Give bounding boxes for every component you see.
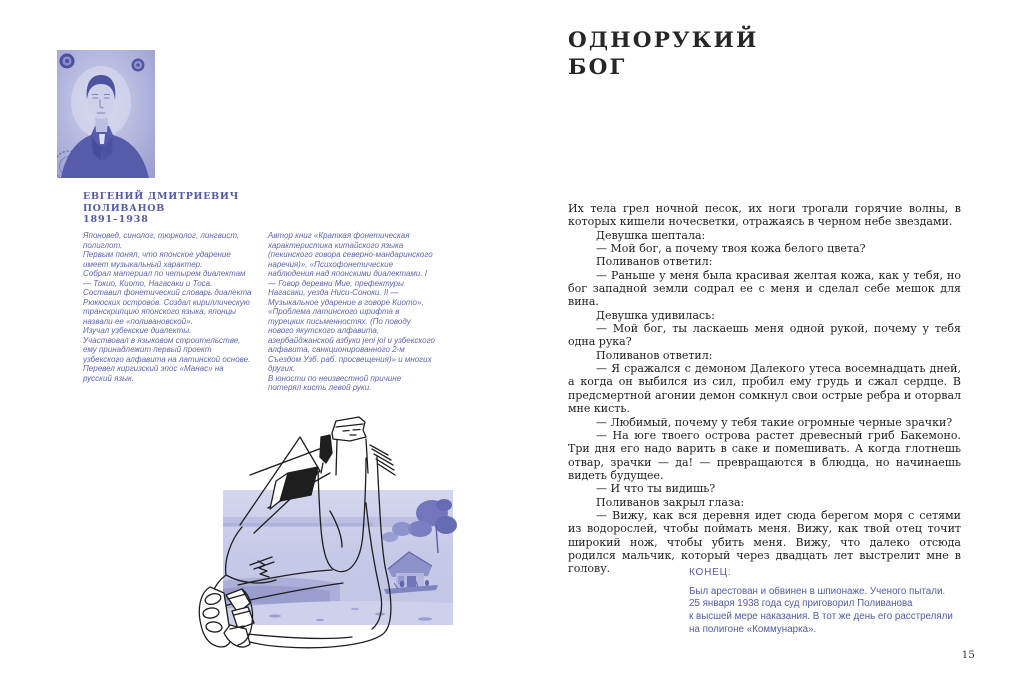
story-paragraph: Их тела грел ночной песок, их ноги трогали горячие волны, в которых кишели ночесветки, отражаясь в черном небе звездами. (568, 202, 961, 229)
ending-label: КОНЕЦ: (689, 567, 732, 578)
story-title-line2: БОГ (568, 55, 627, 80)
biography-column-2 (268, 231, 436, 393)
ending-line: на полигоне «Коммунарка». (689, 623, 817, 635)
story-paragraph: Поливанов закрыл глаза: (596, 495, 745, 509)
portrait-photo-graphic (57, 50, 155, 178)
ending-line: 25 января 1938 года суд приговорил Поливанова (689, 598, 913, 610)
biography-paragraph: Участвовал в языковом строительстве, ему принадлежит первый проект узбекского алфавита на латинской основе. (83, 335, 251, 364)
story-paragraph: Поливанов ответил: (596, 348, 713, 362)
story-paragraph: — Мой бог, а почему твоя кожа белого цвета? (596, 242, 866, 256)
biography-paragraph: Первым понял, что японское ударение имеет музыкальный характер. (83, 250, 231, 269)
story-paragraph: — Раньше у меня была красивая желтая кожа, как у тебя, но бог западной земли содрал ее с меня и сделал себе мешок для вина. (568, 268, 961, 309)
biography-paragraph: Составил фонетический словарь диалекта Рюкюских островов. Создал кириллическую транскрипцию японского языка, японцы назвали ее «поливановской». (83, 288, 252, 326)
photo-background (223, 490, 457, 625)
biography-paragraph: Собрал материал по четырем диалектам — Токио, Киото, Нагасаки и Тоса. (83, 269, 246, 288)
ending-line: к высшей мере наказания. В тот же день его расстреляли (689, 611, 953, 623)
story-paragraph: — Вижу, как вся деревня идет сюда берегом моря с сетями из водорослей, чтобы поймать меня. Вижу, как твой отец точит широкий нож, чтобы убить меня. Вижу, что далеко отсюда родился мальчик, который через двадцать лет выстрелит мне в голову. (568, 508, 961, 576)
portrait-photo (57, 50, 155, 178)
ending-note (689, 567, 974, 637)
biography-paragraph: Перевел киргизский эпос «Манас» на русский язык. (83, 364, 224, 383)
person-name-line1: ЕВГЕНИЙ ДМИТРИЕВИЧ (83, 191, 239, 202)
biography-paragraph: Автор книг «Краткая фонетическая характеристика китайского языка (пекинского говора северно-мандаринского наречия)», «Психофонетические наблюдения над японскими диалектами. I — Говор деревни Мие, префектуры Нагасаки, уезда Ниси-Соноки. II — Музыкальное ударение в говоре Киото», «Проблема латинского шрифта в турецких письменностях. (По поводу нового якутского алфавита, азербайджанской азбуки jeni jol и узбекского алфавита, санкционированного 2-м Съездом Узб. раб. просвещения)» и многих других. (268, 231, 435, 373)
story-paragraph: — Я сражался с демоном Далекого утеса восемнадцать дней, а когда он выбился из сил, пробил ему грудь и сжал сердце. В предсмертной агонии демон сомкнул свои острые ребра и оторвал мне кисть. (568, 362, 961, 416)
story-paragraph: — На юге твоего острова растет древесный гриб Бакемоно. Три дня его надо варить в саке и помешивать. А когда глотнешь отвар, зрачки — да! — превращаются в блюдца, но начинаешь видеть будущее. (568, 428, 961, 482)
illustration (180, 413, 510, 658)
story-paragraph: Девушка шептала: (596, 228, 706, 242)
person-name-heading (83, 191, 239, 226)
person-years: 1891–1938 (83, 214, 149, 226)
story-title (568, 27, 759, 81)
biography-column-1 (83, 231, 253, 383)
biography-paragraph: Японовед, синолог, тюрколог, лингвист, полиглот. (83, 231, 240, 250)
story-text (568, 202, 961, 576)
page-number: 15 (961, 649, 975, 661)
biography-paragraph: В юности по неизвестной причине потерял кисть левой руки. (268, 373, 402, 392)
biography-paragraph: Изучал узбекские диалекты. (83, 326, 192, 335)
story-paragraph: — И что ты видишь? (596, 482, 716, 496)
story-title-line1: ОДНОРУКИЙ (568, 28, 759, 53)
story-paragraph: — Любимый, почему у тебя такие огромные черные зрачки? (596, 415, 953, 429)
illustration-graphic (180, 413, 510, 658)
story-paragraph: Девушка удивилась: (596, 308, 715, 322)
ending-lines (689, 586, 974, 637)
person-name-line2: ПОЛИВАНОВ (83, 202, 165, 214)
story-paragraph: Поливанов ответил: (596, 255, 713, 269)
ending-line: Был арестован и обвинен в шпионаже. Ученого пытали. (689, 585, 946, 597)
story-paragraph: — Мой бог, ты ласкаешь меня одной рукой, почему у тебя одна рука? (568, 322, 961, 349)
